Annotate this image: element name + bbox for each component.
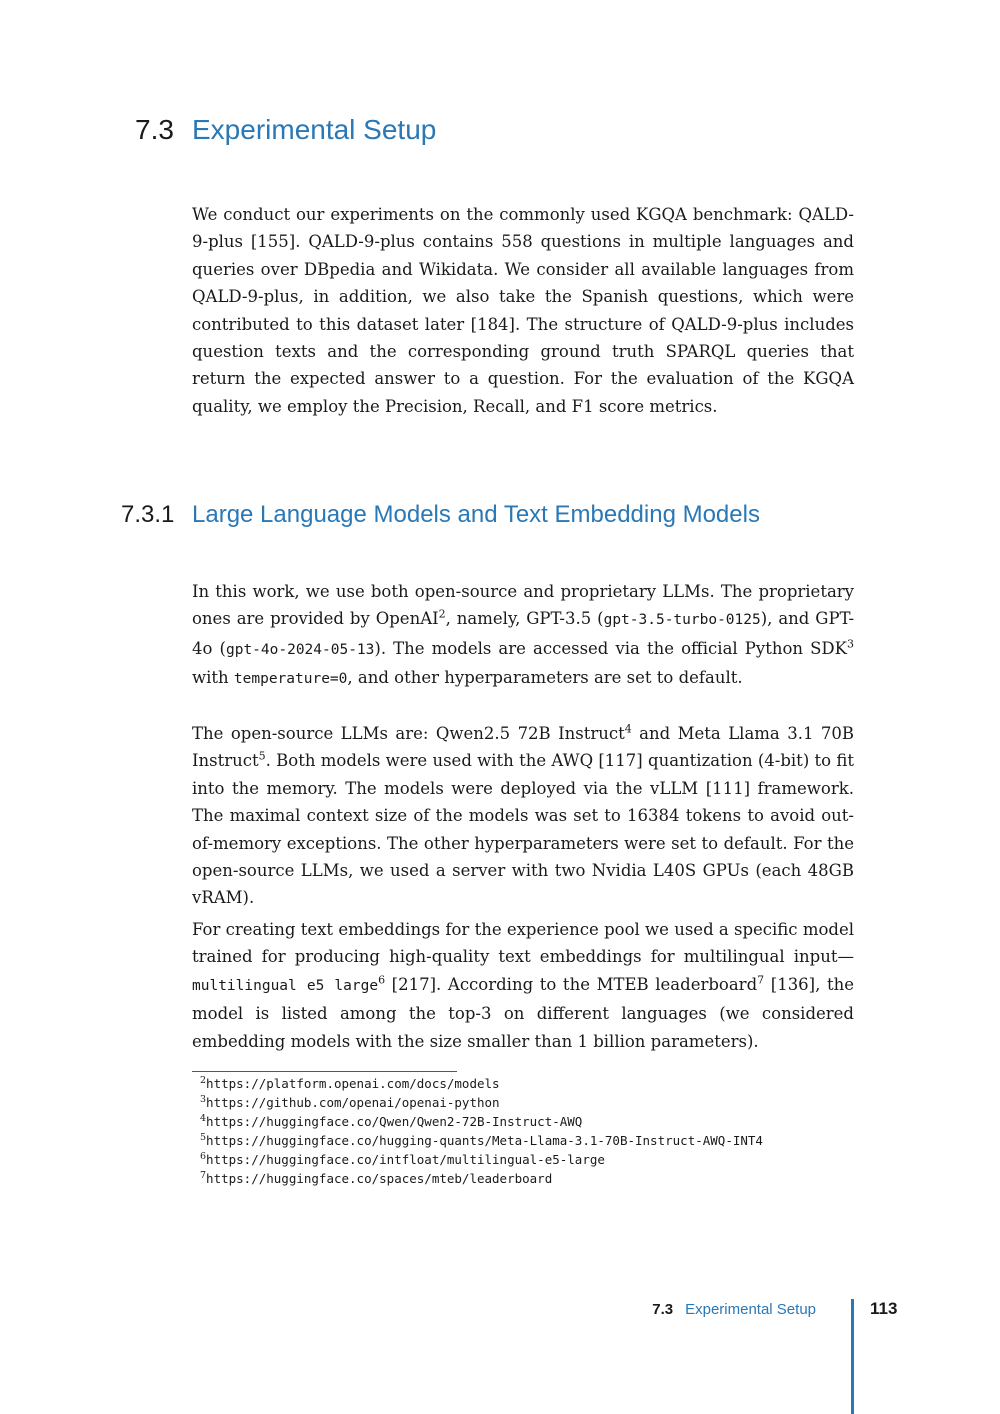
footnote-ref[interactable]: 4 <box>624 722 632 736</box>
footer-accent-rule <box>851 1299 854 1414</box>
model-id: gpt-3.5-turbo-0125 <box>603 612 761 629</box>
footnote-mark: 7 <box>200 1169 207 1181</box>
footnote-ref[interactable]: 7 <box>757 973 765 987</box>
subsection-number: 7.3.1 <box>121 501 175 528</box>
text-run: . Both models were used with the AWQ [117] quantization (4-bit) to fit into the memory. The models were deployed via the vLLM [111] framework. The maximal context size of the models was set to 16384 tokens to avoid out-of-memory exceptions. The other hyperparameters were set to default. For the open-source LLMs, we used a server with two Nvidia L40S GPUs (each 48GB vRAM). <box>192 751 854 908</box>
footnote-item <box>200 1112 763 1131</box>
footnote-mark: 6 <box>200 1150 207 1162</box>
subsection-title: Large Language Models and Text Embedding Models <box>192 501 760 528</box>
intro-paragraph: We conduct our experiments on the commonly used KGQA benchmark: QALD-9-plus [155]. QALD-9-plus contains 558 questions in multiple languages and queries over DBpedia and Wikidata. We consider all available languages from QALD-9-plus, in addition, we also take the Spanish questions, which were contributed to this dataset later [184]. The structure of QALD-9-plus includes question texts and the corresponding ground truth SPARQL queries that return the expected answer to a question. For the evaluation of the KGQA quality, we employ the Precision, Recall, and F1 score metrics. <box>192 205 854 416</box>
footnote-ref[interactable]: 3 <box>847 637 854 651</box>
embedding-paragraph <box>192 916 854 1055</box>
text-run: In this work, we use both open-source and proprietary LLMs. The proprietary ones are provided by OpenAI <box>192 582 854 629</box>
footnote-mark: 3 <box>200 1093 207 1105</box>
text-run: ). The models are accessed via the official Python SDK <box>374 638 847 658</box>
footnote-divider <box>192 1071 457 1072</box>
footnote-ref[interactable]: 6 <box>378 973 386 987</box>
model-id: multilingual e5 large <box>192 977 379 994</box>
footnote-url[interactable]: https://huggingface.co/Qwen/Qwen2-72B-Instruct-AWQ <box>206 1114 583 1129</box>
footnote-item <box>200 1074 763 1093</box>
running-footer <box>652 1300 816 1320</box>
text-run: [136], the model is listed among the top-3 on different languages (we considered embedding models with the size smaller than 1 billion parameters). <box>192 974 854 1051</box>
section-title: Experimental Setup <box>192 114 437 145</box>
page-number: 113 <box>870 1299 898 1318</box>
text-run: ), and GPT-4o ( <box>192 609 855 658</box>
text-run: , and other hyperparameters are set to default. <box>347 668 743 688</box>
text-run: The open-source LLMs are: Qwen2.5 72B Instruct <box>192 724 625 743</box>
footer-section-title: Experimental Setup <box>685 1301 816 1318</box>
footnote-item <box>200 1169 763 1188</box>
footnote-url[interactable]: https://huggingface.co/spaces/mteb/leaderboard <box>206 1171 553 1186</box>
footnote-ref[interactable]: 5 <box>258 749 266 763</box>
footnote-list <box>200 1074 763 1188</box>
footnote-url[interactable]: https://github.com/openai/openai-python <box>206 1095 500 1110</box>
footnote-url[interactable]: https://huggingface.co/intfloat/multilingual-e5-large <box>206 1152 605 1167</box>
text-run: [217]. According to the MTEB leaderboard <box>385 974 758 994</box>
footnote-mark: 2 <box>200 1074 207 1086</box>
footnote-url[interactable]: https://platform.openai.com/docs/models <box>206 1076 500 1091</box>
footnote-ref[interactable]: 2 <box>438 607 446 621</box>
llm-paragraph <box>192 578 854 694</box>
footnote-url[interactable]: https://huggingface.co/hugging-quants/Meta-Llama-3.1-70B-Instruct-AWQ-INT4 <box>206 1133 763 1148</box>
section-heading <box>135 110 436 150</box>
subsection-heading <box>121 498 760 532</box>
open-source-paragraph <box>192 720 854 912</box>
footnote-mark: 4 <box>200 1112 207 1124</box>
footer-section-number: 7.3 <box>652 1301 674 1318</box>
footnote-item <box>200 1150 763 1169</box>
section-number: 7.3 <box>135 114 174 145</box>
parameter-code: temperature=0 <box>233 671 348 688</box>
footnote-item <box>200 1093 763 1112</box>
text-run: For creating text embeddings for the experience pool we used a specific model trained for producing high-quality text embeddings for multilingual input— <box>192 920 854 967</box>
text-run: with <box>192 668 234 688</box>
footnote-item <box>200 1131 763 1150</box>
model-id: gpt-4o-2024-05-13 <box>225 641 375 658</box>
footnote-mark: 5 <box>200 1131 207 1143</box>
text-run: , namely, GPT-3.5 ( <box>445 609 604 629</box>
text-run: and Meta Llama 3.1 70B Instruct <box>192 724 854 771</box>
